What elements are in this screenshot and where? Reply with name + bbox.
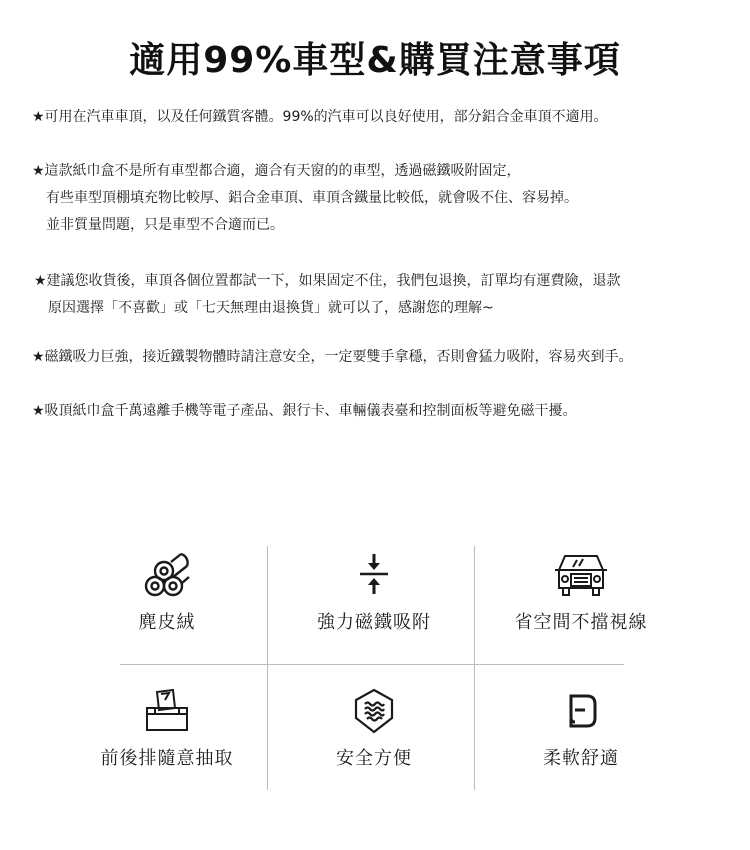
note-5 — [32, 398, 577, 425]
feature-label: 柔軟舒適 — [543, 748, 619, 769]
note-line: ★可用在汽車車頂，以及任何鐵質客體。99%的汽車可以良好使用，部分鋁合金車頂不適用。 — [32, 109, 608, 125]
feature-label: 麂皮絨 — [138, 612, 196, 633]
feature-safe — [269, 688, 479, 770]
shield-icon — [348, 688, 400, 734]
note-line: ★吸頂紙巾盒千萬遠離手機等電子產品、銀行卡、車輛儀表臺和控制面板等避免磁干擾。 — [32, 403, 577, 419]
magnet-arrows-icon — [348, 550, 400, 598]
note-4 — [32, 344, 633, 371]
feature-magnet — [269, 550, 479, 634]
feature-comfort — [476, 688, 686, 770]
feature-suede — [62, 550, 272, 634]
note-line: ★這款紙巾盒不是所有車型都合適，適合有天窗的的車型，透過磁鐵吸附固定， — [32, 163, 521, 179]
soft-icon — [555, 688, 607, 734]
feature-label: 省空間不擋視線 — [514, 612, 648, 633]
feature-access — [62, 688, 272, 770]
car-icon — [553, 550, 609, 600]
tissue-box-icon — [139, 688, 195, 734]
note-line: ★建議您收貨後，車頂各個位置都試一下，如果固定不住，我們包退換，訂單均有運費險，退款 — [34, 273, 621, 289]
rolls-icon — [141, 550, 193, 598]
feature-label: 安全方便 — [336, 748, 412, 769]
note-1 — [32, 104, 608, 131]
feature-space — [476, 550, 686, 634]
note-line: 原因選擇「不喜歡」或「七天無理由退換貨」就可以了，感謝您的理解~ — [48, 300, 494, 316]
note-line: 並非質量問題，只是車型不合適而已。 — [46, 217, 284, 233]
note-2 — [32, 158, 578, 239]
page-title: 適用99%車型&購買注意事項 — [129, 40, 621, 81]
note-3 — [34, 268, 621, 322]
feature-label: 強力磁鐵吸附 — [317, 612, 431, 633]
feature-label: 前後排隨意抽取 — [100, 748, 234, 769]
note-line: ★磁鐵吸力巨強，接近鐵製物體時請注意安全，一定要雙手拿穩，否則會猛力吸附，容易夾到手。 — [32, 349, 633, 365]
grid-divider — [120, 664, 624, 665]
note-line: 有些車型頂棚填充物比較厚、鋁合金車頂、車頂含鐵量比較低，就會吸不住、容易掉。 — [46, 190, 578, 206]
feature-grid — [60, 540, 690, 790]
